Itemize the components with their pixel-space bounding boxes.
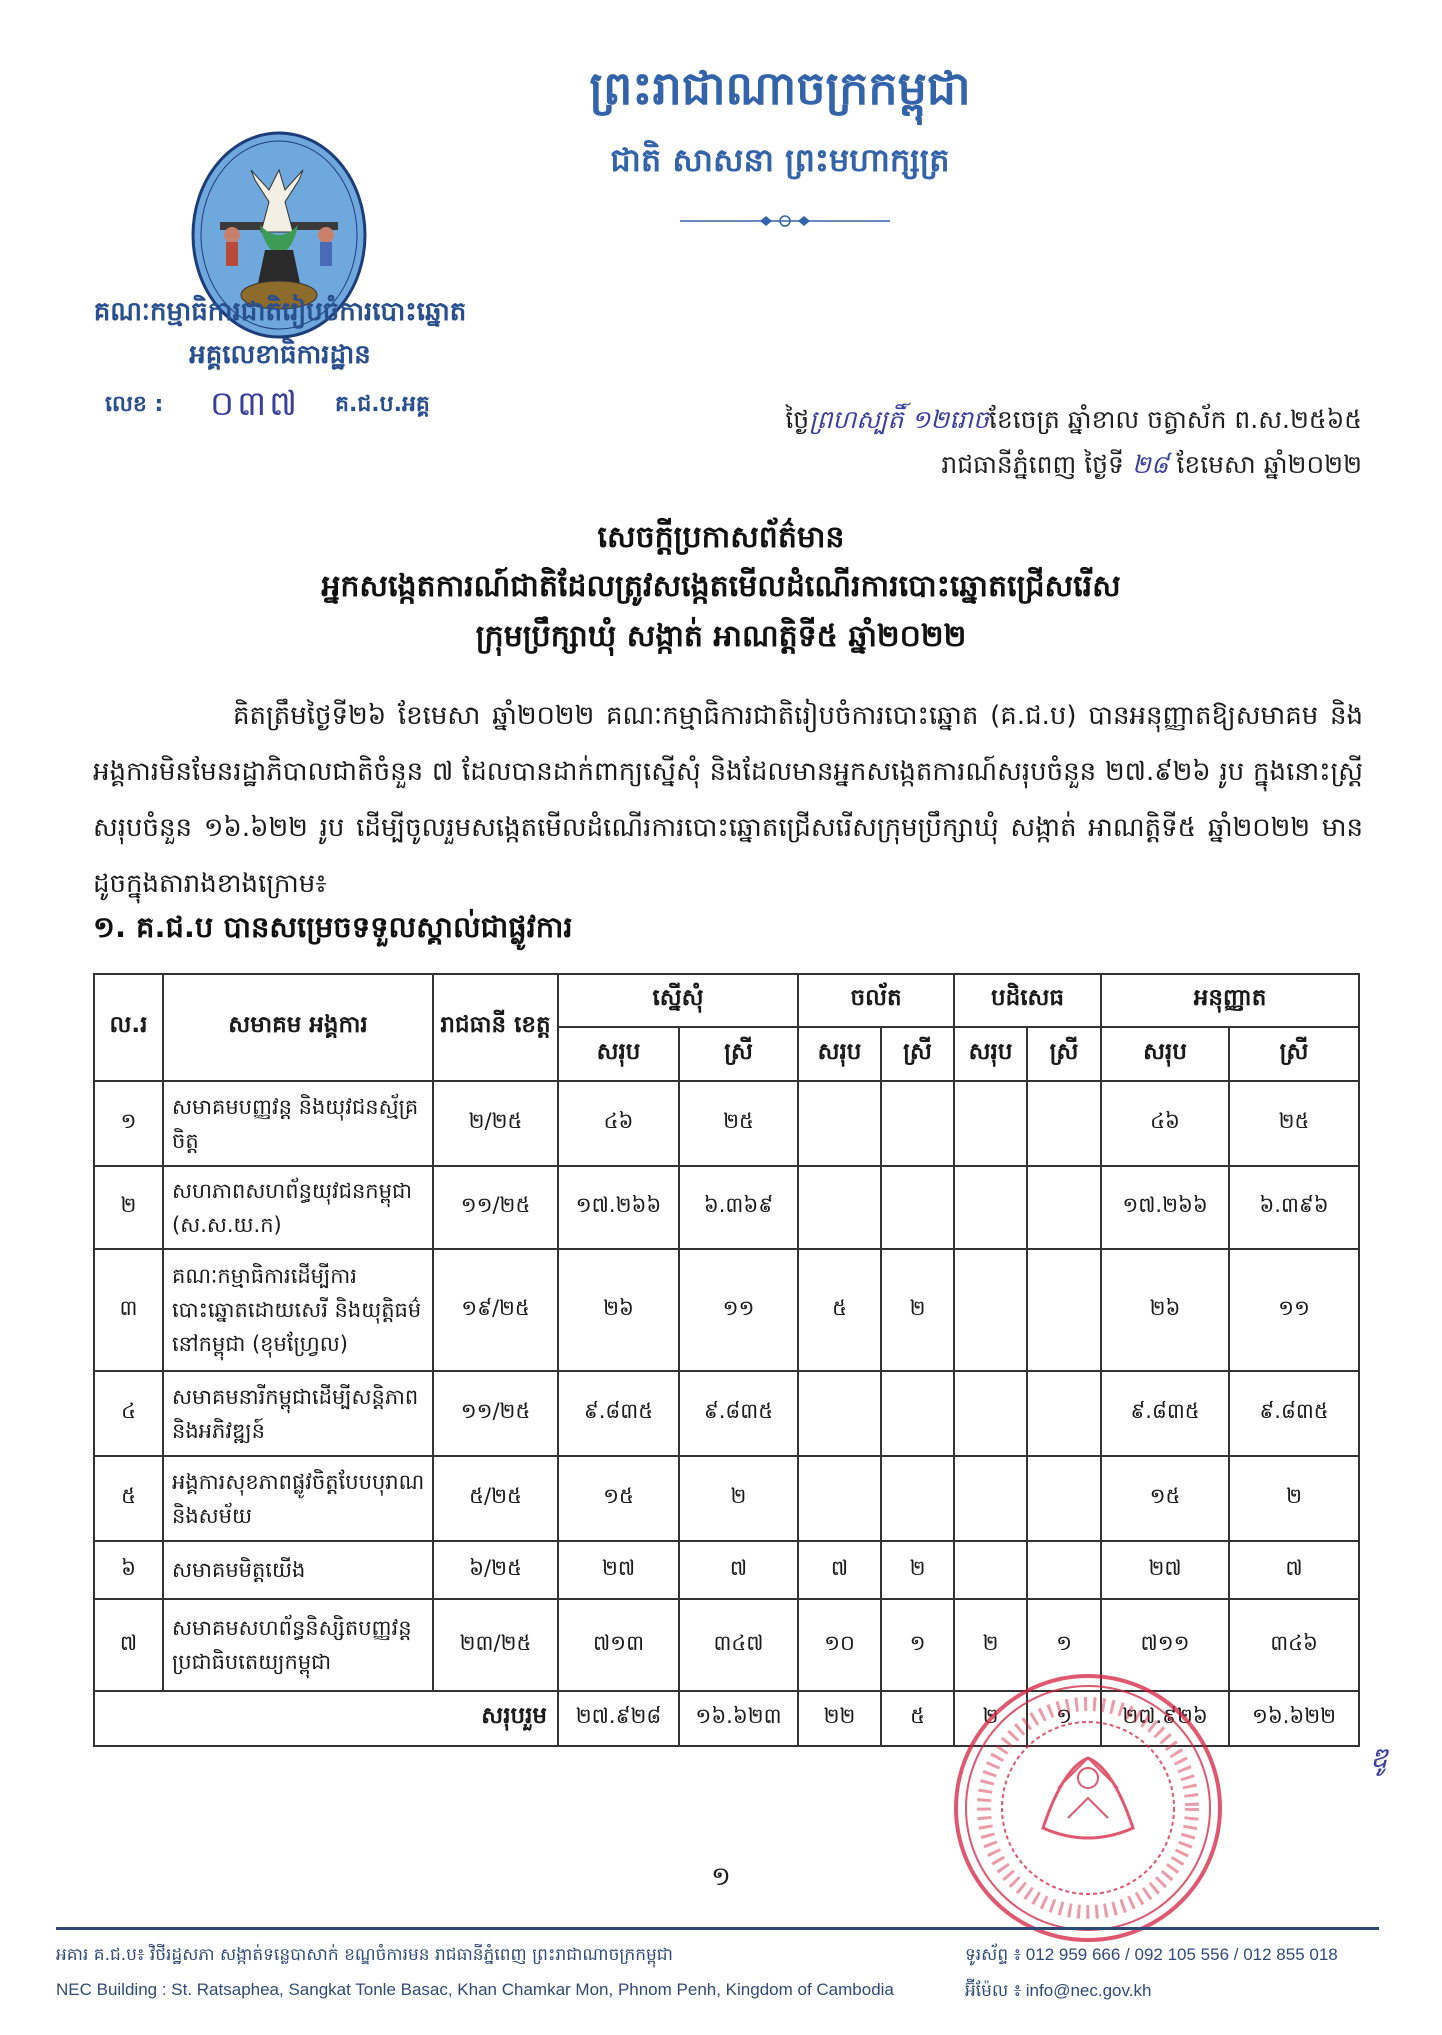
- cell-permitted-female: ២៥: [1229, 1081, 1359, 1166]
- header-rejected: បដិសេធ: [954, 974, 1101, 1027]
- cell-removed-total: ១០: [798, 1599, 881, 1691]
- cell-permitted-female: ៧: [1229, 1541, 1359, 1599]
- table-row: [94, 1081, 1359, 1166]
- page-number: ១: [711, 1862, 731, 1892]
- cell-no: ៧: [94, 1599, 163, 1691]
- footer-address-english: NEC Building : St. Ratsaphea, Sangkat Tonle Basac, Khan Chamkar Mon, Phnom Penh, Kingdom of Cambodia: [56, 1980, 894, 1999]
- lunar-date: [785, 405, 1362, 441]
- cell-organization: សមាគមបញ្ញវន្ត និងយុវជនស្ម័គ្រចិត្ត: [163, 1081, 433, 1166]
- header-province: រាជធានី ខេត្ត: [433, 974, 558, 1081]
- cell-province: ២៣/២៥: [433, 1599, 558, 1691]
- cell-rejected-total: [954, 1249, 1027, 1371]
- cell-removed-total: [798, 1371, 881, 1456]
- cell-requested-female: ១១: [679, 1249, 798, 1371]
- footer-divider: [56, 1927, 1379, 1930]
- header-permitted-female: ស្រី: [1229, 1027, 1359, 1081]
- table-row: [94, 1541, 1359, 1599]
- cell-permitted-female: ២: [1229, 1456, 1359, 1541]
- cell-removed-female: ១: [881, 1599, 954, 1691]
- cell-removed-female: [881, 1456, 954, 1541]
- cell-rejected-female: [1027, 1249, 1101, 1371]
- cell-requested-total: ៧១៣: [558, 1599, 679, 1691]
- cell-removed-female: [881, 1166, 954, 1249]
- total-rejected-female: ១: [1027, 1691, 1101, 1746]
- header-rejected-female: ស្រី: [1027, 1027, 1101, 1081]
- header-permitted-total: សរុប: [1101, 1027, 1229, 1081]
- total-requested-female: ១៦.៦២៣: [679, 1691, 798, 1746]
- table-row: [94, 1456, 1359, 1541]
- cell-removed-total: [798, 1166, 881, 1249]
- cell-province: ១៩/២៥: [433, 1249, 558, 1371]
- total-removed-total: ២២: [798, 1691, 881, 1746]
- cell-organization: សមាគមសហព័ន្ធនិស្សិតបញ្ញវន្តប្រជាធិបតេយ្យកម្ពុជា: [163, 1599, 433, 1691]
- ornament-divider-icon: [680, 212, 890, 230]
- reference-suffix: គ.ជ.ប.អគ្គ: [335, 392, 430, 417]
- agency-department: អគ្គលេខាធិការដ្ឋាន: [189, 340, 371, 370]
- document-subtitle-line1: អ្នកសង្កេតការណ៍ជាតិដែលត្រូវសង្កេតមើលដំណើរការបោះឆ្នោតជ្រើសរើស: [321, 569, 1121, 604]
- cell-requested-female: ២: [679, 1456, 798, 1541]
- document-subtitle-line2: ក្រុមប្រឹក្សាឃុំ សង្កាត់ អាណត្តិទី៥ ឆ្នាំ២០២២: [475, 619, 967, 654]
- cell-removed-total: [798, 1081, 881, 1166]
- cell-requested-total: ៩.៨៣៥: [558, 1371, 679, 1456]
- cell-rejected-female: [1027, 1166, 1101, 1249]
- email-address[interactable]: info@nec.gov.kh: [1025, 1981, 1152, 2000]
- observer-table: [93, 973, 1360, 1747]
- cell-requested-female: ៧: [679, 1541, 798, 1599]
- header-permitted: អនុញ្ញាត: [1101, 974, 1359, 1027]
- cell-rejected-total: [954, 1081, 1027, 1166]
- handwritten-initials: ឌូ: [1370, 1741, 1388, 1774]
- footer-phone: [965, 1944, 1338, 1969]
- cell-permitted-female: ៦.៣៩៦: [1229, 1166, 1359, 1249]
- cell-rejected-total: ២: [954, 1599, 1027, 1691]
- reference-number: ០៣៧: [210, 384, 301, 424]
- cell-no: ៥: [94, 1456, 163, 1541]
- reference-label: លេខ :: [105, 392, 164, 417]
- cell-removed-total: ៥: [798, 1249, 881, 1371]
- cell-rejected-female: [1027, 1371, 1101, 1456]
- cell-permitted-female: ១១: [1229, 1249, 1359, 1371]
- cell-permitted-total: ២៦: [1101, 1249, 1229, 1371]
- cell-requested-total: ១៥: [558, 1456, 679, 1541]
- solar-date: [941, 450, 1362, 486]
- table-row: [94, 1249, 1359, 1371]
- header-requested-total: សរុប: [558, 1027, 679, 1081]
- cell-requested-female: ៣៤៧: [679, 1599, 798, 1691]
- table-row: [94, 1166, 1359, 1249]
- header-removed-total: សរុប: [798, 1027, 881, 1081]
- cell-province: ២/២៥: [433, 1081, 558, 1166]
- cell-organization: សមាគមនារីកម្ពុជាដើម្បីសន្តិភាព និងអភិវឌ្ឍន៍: [163, 1371, 433, 1456]
- body-paragraph: គិតត្រឹមថ្ងៃទី២៦ ខែមេសា ឆ្នាំ២០២២ គណៈកម្មាធិការជាតិរៀបចំការបោះឆ្នោត (គ.ជ.ប) បានអនុញ្ញាតឱ្យសមាគម និងអង្គការមិនមែនរដ្ឋាភិបាលជាតិចំនួន ៧ ដែលបានដាក់ពាក្យស្នើសុំ និងដែលមានអ្នកសង្កេតការណ៍សរុបចំនួន ២៧.៩២៦ រូប ក្នុងនោះស្ត្រី សរុបចំនួន ១៦.៦២២ រូប ដើម្បីចូលរួមសង្កេតមើលដំណើរការបោះឆ្នោតជ្រើសរើសក្រុមប្រឹក្សាឃុំ សង្កាត់ អាណត្តិទី៥ ឆ្នាំ២០២២ មានដូចក្នុងតារាងខាងក្រោម៖: [93, 701, 1363, 899]
- cell-permitted-female: ៣៤៦: [1229, 1599, 1359, 1691]
- header-removed-female: ស្រី: [881, 1027, 954, 1081]
- total-permitted-total: ២៧.៩២៦: [1101, 1691, 1229, 1746]
- header-requested-female: ស្រី: [679, 1027, 798, 1081]
- cell-rejected-total: [954, 1166, 1027, 1249]
- cell-requested-female: ៩.៨៣៥: [679, 1371, 798, 1456]
- cell-requested-female: ៦.៣៦៩: [679, 1166, 798, 1249]
- cell-no: ៤: [94, 1371, 163, 1456]
- cell-province: ១១/២៥: [433, 1371, 558, 1456]
- cell-rejected-total: [954, 1371, 1027, 1456]
- phone-label: ទូរស័ព្ទ ៖: [965, 1945, 1022, 1965]
- national-motto: ជាតិ សាសនា ព្រះមហាក្សត្រ: [610, 141, 950, 179]
- cell-province: ៦/២៥: [433, 1541, 558, 1599]
- table-row: [94, 1371, 1359, 1456]
- cell-rejected-total: [954, 1456, 1027, 1541]
- lunar-date-suffix: ខែចេត្រ ឆ្នាំខាល ចត្វាស័ក ព.ស.២៥៦៥: [988, 405, 1362, 434]
- totals-label: សរុបរួម: [94, 1691, 558, 1746]
- header-requested: ស្នើសុំ: [558, 974, 798, 1027]
- cell-requested-female: ២៥: [679, 1081, 798, 1166]
- solar-date-handwritten: ២៨: [1131, 450, 1169, 479]
- total-removed-female: ៥: [881, 1691, 954, 1746]
- cell-requested-total: ៤៦: [558, 1081, 679, 1166]
- cell-removed-female: ២: [881, 1249, 954, 1371]
- cell-permitted-total: ៧១១: [1101, 1599, 1229, 1691]
- cell-rejected-female: [1027, 1456, 1101, 1541]
- cell-removed-female: ២: [881, 1541, 954, 1599]
- header-removed: ចល័ត: [798, 974, 954, 1027]
- cell-permitted-total: ២៧: [1101, 1541, 1229, 1599]
- cell-permitted-total: ៤៦: [1101, 1081, 1229, 1166]
- header-rejected-total: សរុប: [954, 1027, 1027, 1081]
- cell-no: ៣: [94, 1249, 163, 1371]
- cell-requested-total: ២៧: [558, 1541, 679, 1599]
- cell-no: ២: [94, 1166, 163, 1249]
- cell-removed-female: [881, 1371, 954, 1456]
- kingdom-title: ព្រះរាជាណាចក្រកម្ពុជា: [589, 61, 971, 115]
- footer-address-khmer: អគារ គ.ជ.ប៖ វិថីរដ្ឋសភា សង្កាត់ទន្លេបាសាក់ ខណ្ឌចំការមន រាជធានីភ្នំពេញ ព្រះរាជាណាចក្រកម្ពុជា: [56, 1945, 673, 1965]
- cell-removed-total: ៧: [798, 1541, 881, 1599]
- agency-name: គណៈកម្មាធិការជាតិរៀបចំការបោះឆ្នោត: [93, 297, 467, 327]
- cell-removed-female: [881, 1081, 954, 1166]
- lunar-date-handwritten: ព្រហស្បតិ៍ ១២រោច: [809, 405, 989, 434]
- cell-organization: សហភាពសហព័ន្ធយុវជនកម្ពុជា (ស.ស.យ.ក): [163, 1166, 433, 1249]
- cell-province: ១១/២៥: [433, 1166, 558, 1249]
- solar-date-suffix: ខែមេសា ឆ្នាំ២០២២: [1176, 450, 1362, 479]
- cell-organization: គណៈកម្មាធិការដើម្បីការបោះឆ្នោតដោយសេរី និងយុត្តិធម៌នៅកម្ពុជា (ខុមហ្វ្រែល): [163, 1249, 433, 1371]
- cell-province: ៥/២៥: [433, 1456, 558, 1541]
- lunar-date-prefix: ថ្ងៃ: [785, 405, 810, 434]
- section-heading: ១. គ.ជ.ប បានសម្រេចទទួលស្គាល់ជាផ្លូវការ: [93, 910, 573, 944]
- total-rejected-total: ២: [954, 1691, 1027, 1746]
- header-no: ល.រ: [94, 974, 163, 1081]
- footer-email: [965, 1980, 1151, 2005]
- solar-date-prefix: រាជធានីភ្នំពេញ ថ្ងៃទី: [941, 450, 1124, 479]
- cell-permitted-total: ១៧.២៦៦: [1101, 1166, 1229, 1249]
- official-stamp-icon: [948, 1668, 1228, 1948]
- cell-rejected-female: [1027, 1081, 1101, 1166]
- header-organization: សមាគម អង្គការ: [163, 974, 433, 1081]
- cell-no: ១: [94, 1081, 163, 1166]
- cell-removed-total: [798, 1456, 881, 1541]
- cell-rejected-female: [1027, 1541, 1101, 1599]
- phone-numbers: 012 959 666 / 092 105 556 / 012 855 018: [1025, 1945, 1338, 1964]
- cell-organization: សមាគមមិត្តយើង: [163, 1541, 433, 1599]
- cell-permitted-total: ៩.៨៣៥: [1101, 1371, 1229, 1456]
- cell-organization: អង្គការសុខភាពផ្លូវចិត្តបែបបុរាណ និងសម័យ: [163, 1456, 433, 1541]
- cell-rejected-total: [954, 1541, 1027, 1599]
- total-permitted-female: ១៦.៦២២: [1229, 1691, 1359, 1746]
- cell-no: ៦: [94, 1541, 163, 1599]
- total-requested-total: ២៧.៩២៨: [558, 1691, 679, 1746]
- cell-permitted-female: ៩.៨៣៥: [1229, 1371, 1359, 1456]
- email-label: អ៊ីម៉ែល ៖: [965, 1981, 1022, 2001]
- cell-requested-total: ២៦: [558, 1249, 679, 1371]
- cell-rejected-female: ១: [1027, 1599, 1101, 1691]
- document-title: សេចក្តីប្រកាសព័ត៌មាន: [597, 520, 845, 555]
- cell-requested-total: ១៧.២៦៦: [558, 1166, 679, 1249]
- cell-permitted-total: ១៥: [1101, 1456, 1229, 1541]
